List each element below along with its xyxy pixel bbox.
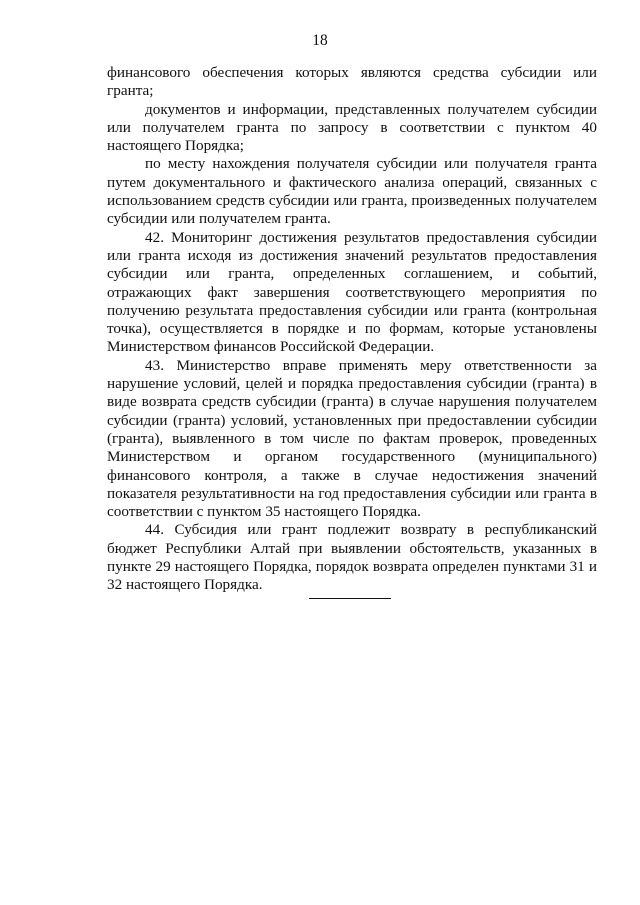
paragraph-location: по месту нахождения получателя субсидии или получателя гранта путем документального и фактического анализа операций, связанных с использованием средств субсидии или гранта, произведенных получателем субсидии или получателем гранта. xyxy=(107,155,597,228)
paragraph-documents: документов и информации, представленных получателем субсидии или получателем гранта по запросу в соответствии с пунктом 40 настоящего Порядка; xyxy=(107,100,597,155)
document-body xyxy=(107,64,597,595)
page-number: 18 xyxy=(312,32,328,49)
paragraph-43: 43. Министерство вправе применять меру ответственности за нарушение условий, целей и порядка предоставления субсидии (гранта) в виде возврата средств субсидии (гранта) в случае нарушения получателем субсидии (гранта) условий, установленных при предоставлении субсидии (гранта), выявленного в том числе по фактам проверок, проведенных Министерством и органом государственного (муниципального) финансового контроля, а также в случае недостижения значений показателя результативности на год предоставления субсидии или гранта в соответствии с пунктом 35 настоящего Порядка. xyxy=(107,356,597,521)
paragraph-continuation: финансового обеспечения которых являются средства субсидии или гранта; xyxy=(107,64,597,100)
end-separator-line xyxy=(309,598,391,599)
paragraph-44: 44. Субсидия или грант подлежит возврату в республиканский бюджет Республики Алтай при выявлении обстоятельств, указанных в пункте 29 настоящего Порядка, порядок возврата определен пунктами 31 и 32 настоящего Порядка. xyxy=(107,521,597,594)
paragraph-42: 42. Мониторинг достижения результатов предоставления субсидии или гранта исходя из достижения значений результатов предоставления субсидии или гранта, определенных соглашением, и событий, отражающих факт завершения соответствующего мероприятия по получению результата предоставления субсидии или гранта (контрольная точка), осуществляется в порядке и по формам, которые установлены Министерством финансов Российской Федерации. xyxy=(107,228,597,356)
